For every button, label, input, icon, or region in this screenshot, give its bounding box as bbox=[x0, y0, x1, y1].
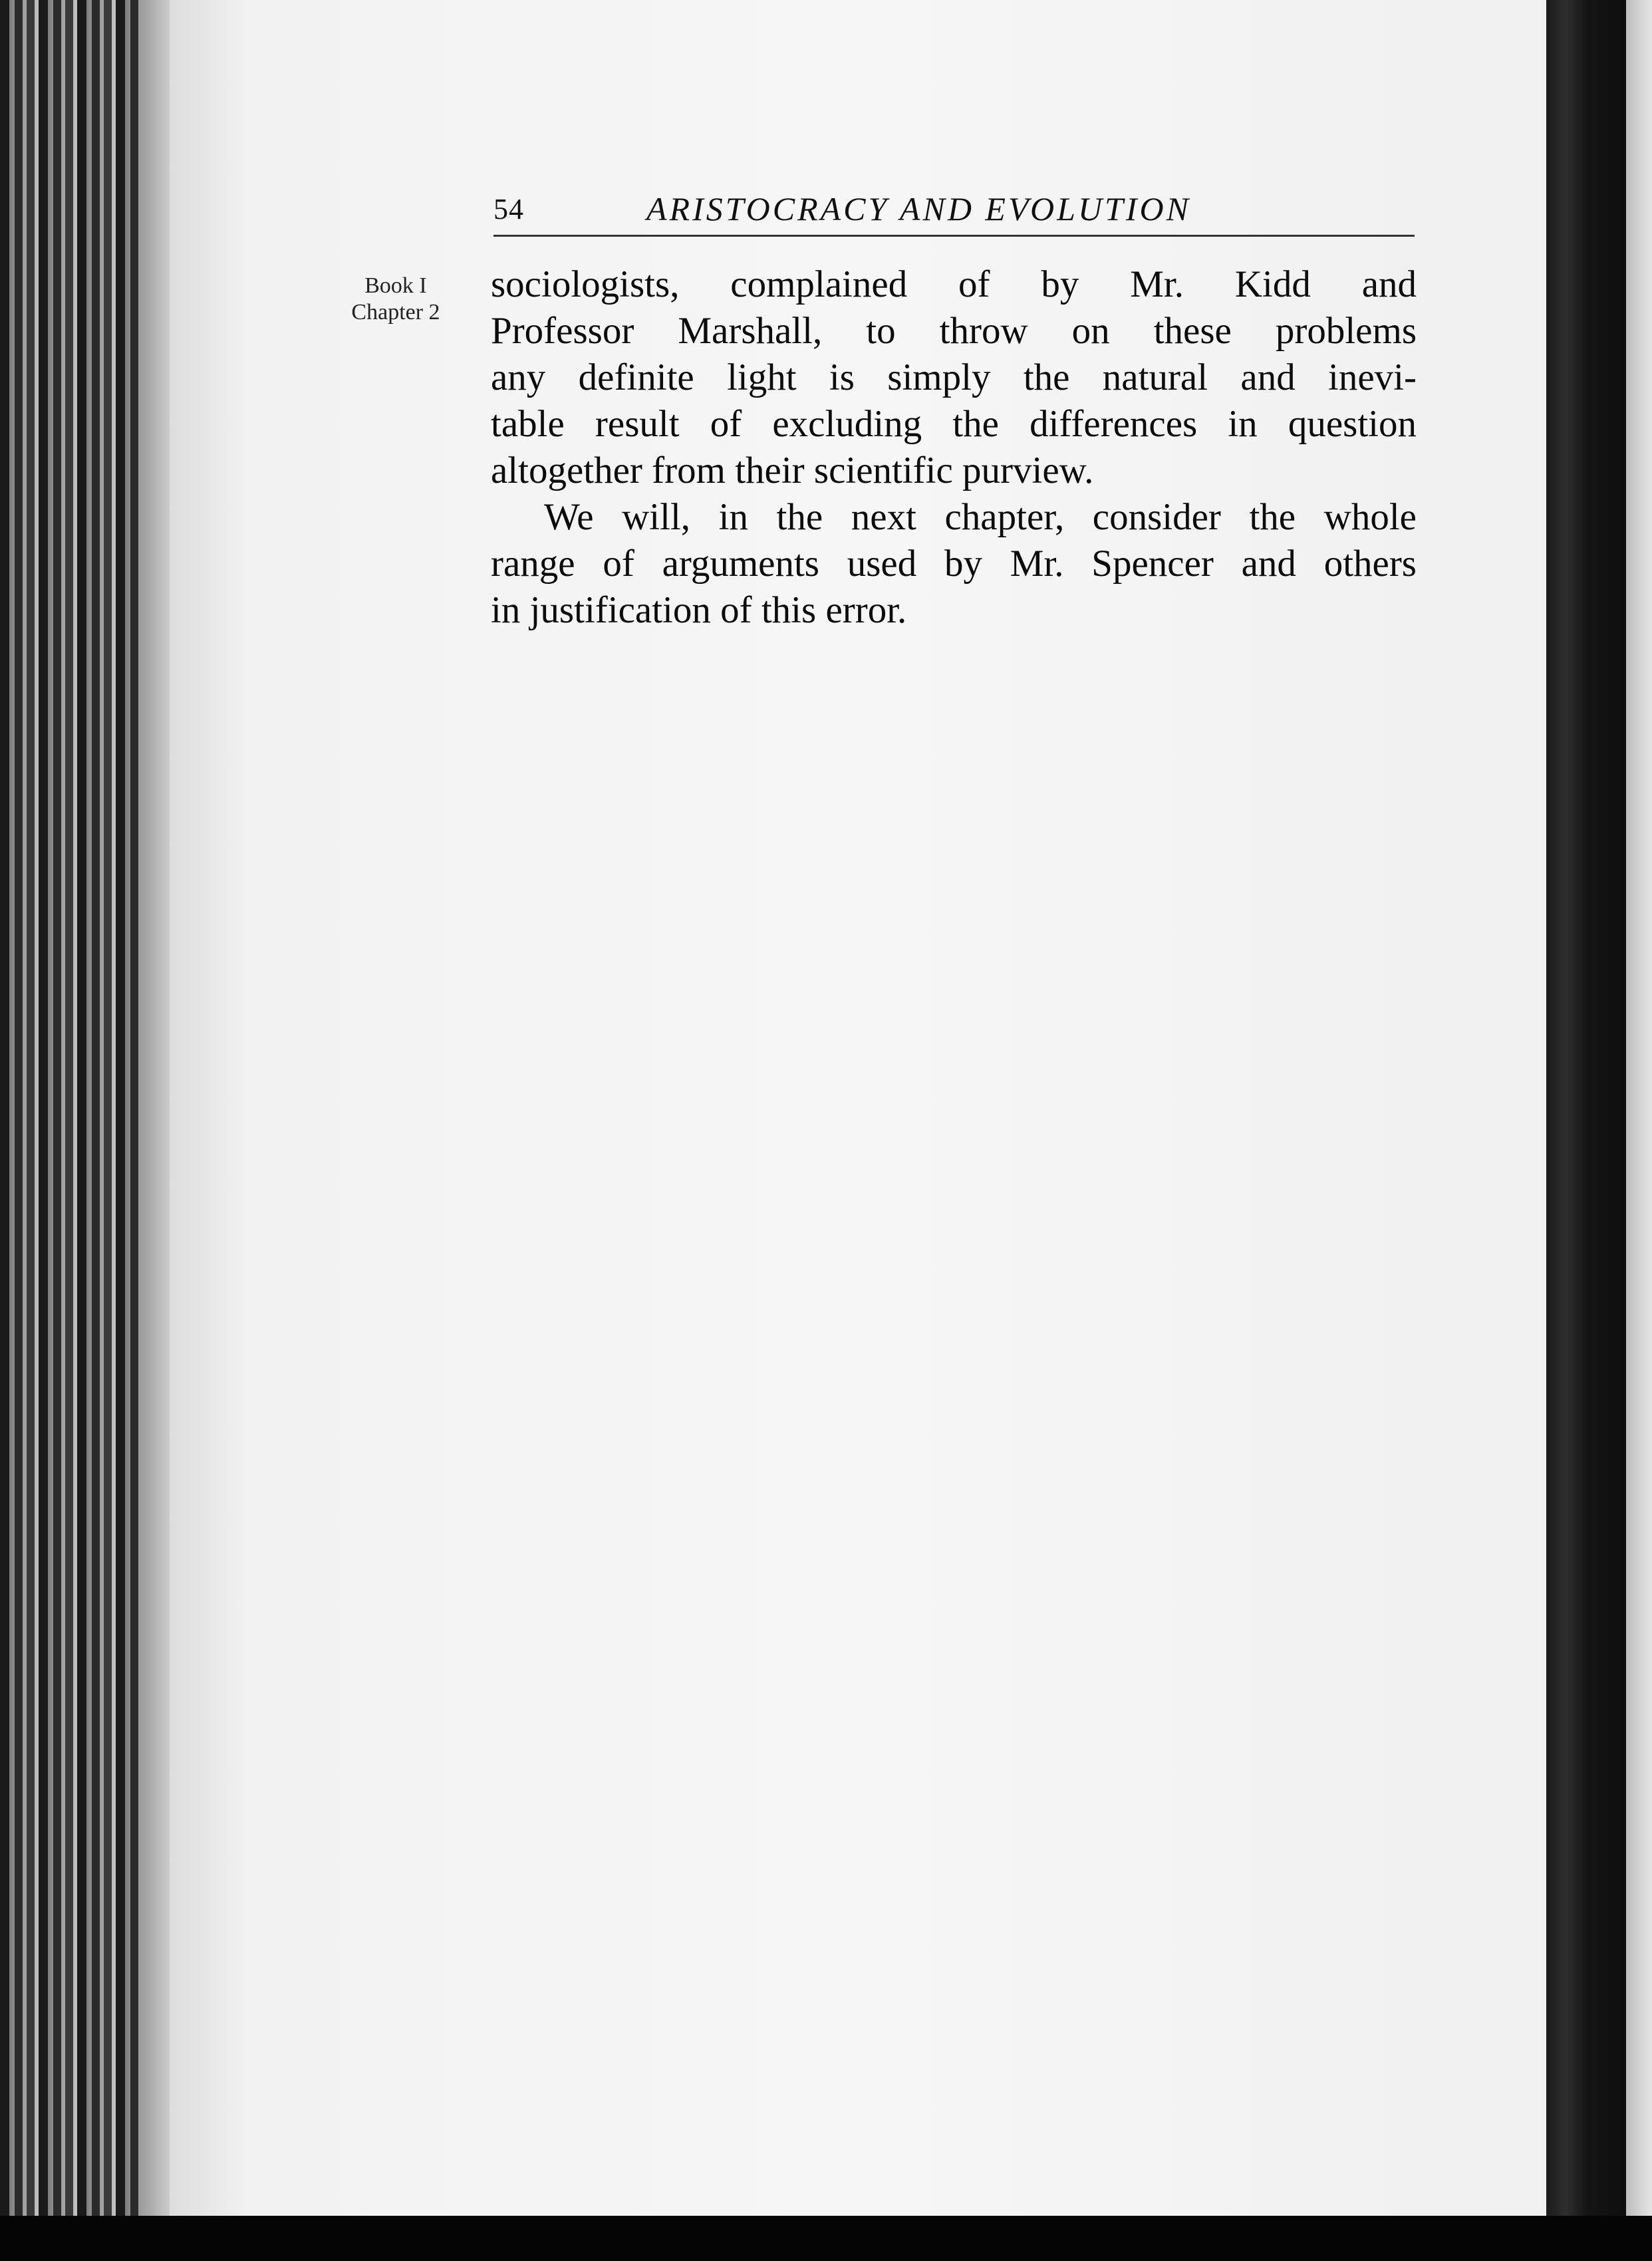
text-line: in justification of this error. bbox=[491, 589, 907, 631]
text-line: any definite light is simply the natural and inevi- bbox=[491, 356, 1417, 398]
margin-note-book: Book I bbox=[364, 273, 427, 298]
paragraph bbox=[491, 494, 1417, 634]
page-number: 54 bbox=[493, 193, 524, 225]
page-header bbox=[493, 190, 1415, 237]
text-line: range of arguments used by Mr. Spencer and others bbox=[491, 543, 1417, 585]
margin-note-chapter: Chapter 2 bbox=[351, 300, 440, 325]
text-line: We will, in the next chapter, consider the whole bbox=[544, 496, 1417, 538]
scan-bottom-edge bbox=[0, 2216, 1652, 2261]
text-line: Professor Marshall, to throw on these problems bbox=[491, 310, 1417, 352]
page-stack-edges bbox=[0, 0, 180, 2261]
body-text bbox=[491, 261, 1417, 634]
margin-note bbox=[333, 273, 459, 326]
text-line: table result of excluding the differences in question bbox=[491, 403, 1417, 445]
text-line: sociologists, complained of by Mr. Kidd and bbox=[491, 263, 1417, 305]
book-binding bbox=[1546, 0, 1652, 2261]
paragraph bbox=[491, 261, 1417, 494]
text-line: altogether from their scientific purview. bbox=[491, 450, 1094, 491]
running-head: ARISTOCRACY AND EVOLUTION bbox=[646, 190, 1191, 227]
